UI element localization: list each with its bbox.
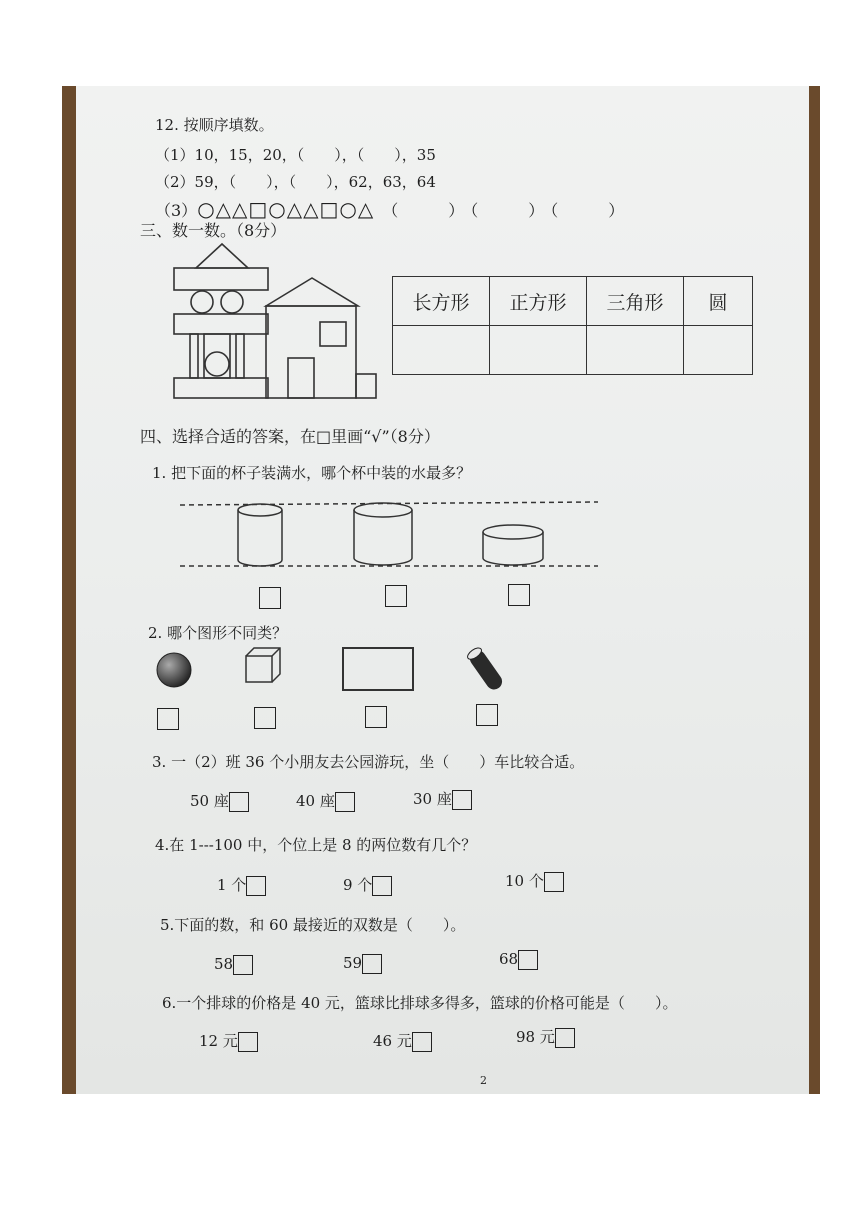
answer-triangle-cell[interactable] — [587, 326, 684, 375]
checkbox[interactable] — [555, 1028, 575, 1048]
checkbox[interactable] — [372, 876, 392, 896]
q12-title: 12. 按顺序填数。 — [155, 116, 274, 134]
checkbox[interactable] — [233, 955, 253, 975]
section4-title: 四、选择合适的答案，在□里画“√”（8分） — [140, 427, 440, 446]
header-rectangle: 长方形 — [393, 277, 490, 326]
answer-square-cell[interactable] — [490, 326, 587, 375]
q4-option-9[interactable] — [343, 874, 392, 896]
q6-option-label: 12 元 — [199, 1032, 238, 1050]
checkbox[interactable] — [246, 876, 266, 896]
cup1-checkbox[interactable] — [259, 587, 281, 609]
shape2-checkbox[interactable] — [254, 707, 276, 729]
section4-q3: 3. 一（2）班 36 个小朋友去公园游玩，坐（ ）车比较合适。 — [152, 753, 585, 771]
q12-line3-label: （3） — [155, 201, 198, 220]
q6-option-label: 98 元 — [516, 1028, 555, 1046]
header-triangle: 三角形 — [587, 277, 684, 326]
q4-option-label: 10 个 — [505, 872, 544, 890]
q5-option-label: 58 — [214, 955, 234, 973]
q3-option-30[interactable] — [413, 788, 472, 810]
q5-option-68[interactable] — [499, 950, 538, 970]
section4-q1: 1. 把下面的杯子装满水，哪个杯中装的水最多？ — [152, 464, 472, 482]
checkbox[interactable] — [362, 954, 382, 974]
q5-option-58[interactable] — [214, 955, 253, 975]
section4-q6: 6.一个排球的价格是 40 元，篮球比排球多得多，篮球的价格可能是（ ）。 — [162, 994, 678, 1012]
q3-option-label: 50 座 — [190, 792, 229, 810]
section4-q5: 5.下面的数，和 60 最接近的双数是（ ）。 — [160, 916, 466, 934]
cups-figure — [176, 496, 606, 576]
shape3-checkbox[interactable] — [365, 706, 387, 728]
shape-count-table — [392, 276, 753, 375]
shapes-figure — [150, 640, 520, 700]
checkbox[interactable] — [544, 872, 564, 892]
checkbox[interactable] — [518, 950, 538, 970]
q12-line3-blanks: （ ）（ ）（ ） — [382, 201, 631, 220]
q5-option-label: 68 — [499, 950, 519, 968]
answer-rectangle-cell[interactable] — [393, 326, 490, 375]
q4-option-label: 9 个 — [343, 876, 373, 894]
q6-option-46[interactable] — [373, 1030, 432, 1052]
checkbox[interactable] — [335, 792, 355, 812]
block-house-figure — [168, 240, 380, 402]
header-circle: 圆 — [684, 277, 753, 326]
q3-option-40[interactable] — [296, 790, 355, 812]
q6-option-12[interactable] — [199, 1030, 258, 1052]
q4-option-label: 1 个 — [217, 876, 247, 894]
cup3-checkbox[interactable] — [508, 584, 530, 606]
shape1-checkbox[interactable] — [157, 708, 179, 730]
section4-q4: 4.在 1---100 中，个位上是 8 的两位数有几个？ — [155, 836, 477, 854]
header-square: 正方形 — [490, 277, 587, 326]
answer-circle-cell[interactable] — [684, 326, 753, 375]
shape-sequence: ○△△□○△△□○△ — [197, 197, 375, 221]
q6-option-98[interactable] — [516, 1026, 575, 1048]
q4-option-10[interactable] — [505, 870, 564, 892]
checkbox[interactable] — [229, 792, 249, 812]
q3-option-50[interactable] — [190, 790, 249, 812]
q12-line1: （1）10，15，20，（ ），（ ），35 — [155, 146, 436, 164]
q5-option-label: 59 — [343, 954, 363, 972]
q3-option-label: 30 座 — [413, 790, 452, 808]
checkbox[interactable] — [238, 1032, 258, 1052]
section4-q2: 2. 哪个图形不同类？ — [148, 624, 288, 642]
page-number: 2 — [480, 1074, 487, 1087]
shape4-checkbox[interactable] — [476, 704, 498, 726]
checkbox[interactable] — [452, 790, 472, 810]
q6-option-label: 46 元 — [373, 1032, 412, 1050]
q5-option-59[interactable] — [343, 954, 382, 974]
cup2-checkbox[interactable] — [385, 585, 407, 607]
q4-option-1[interactable] — [217, 874, 266, 896]
section3-title: 三、数一数。（8分） — [140, 221, 287, 240]
q12-line2: （2）59，（ ），（ ），62，63，64 — [155, 173, 436, 191]
checkbox[interactable] — [412, 1032, 432, 1052]
q3-option-label: 40 座 — [296, 792, 335, 810]
